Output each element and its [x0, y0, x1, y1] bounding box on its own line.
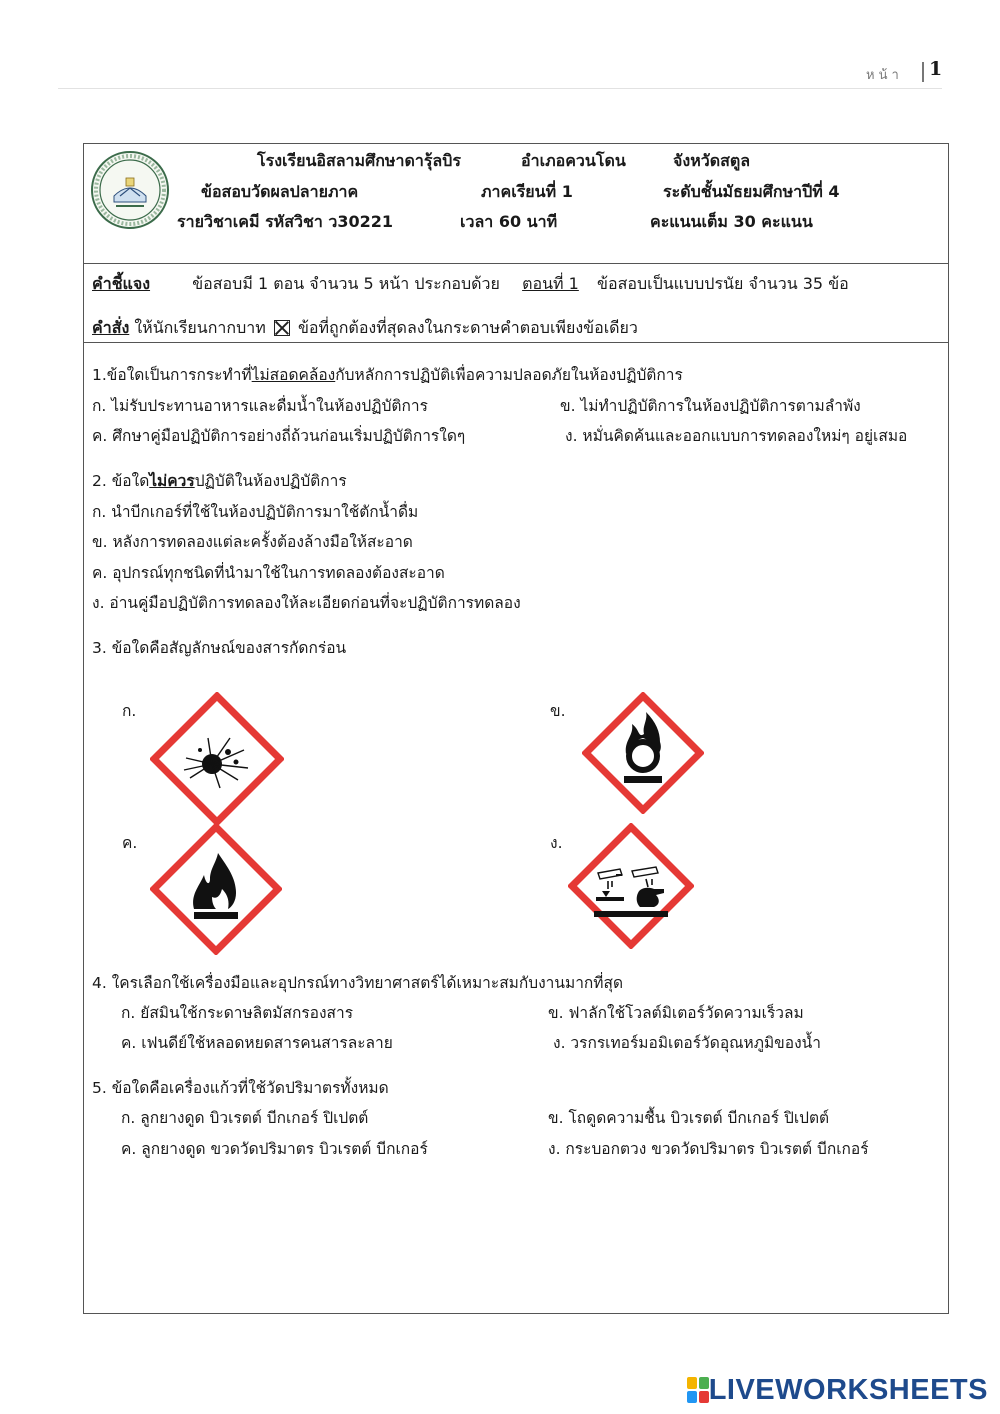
question-2-stem: [92, 471, 347, 491]
question-1-stem-end: กับหลักการปฏิบัติเพื่อความปลอดภัยในห้องปฏิบัติการ: [335, 366, 683, 384]
part-description: ข้อสอบเป็นแบบปรนัย จำนวน 35 ข้อ: [597, 274, 849, 293]
question-2-choice-c[interactable]: ค. อุปกรณ์ทุกชนิดที่นำมาใช้ในการทดลองต้องสะอาด: [92, 564, 445, 582]
part-label: ตอนที่ 1: [522, 274, 579, 293]
question-2-choice-d[interactable]: ง. อ่านคู่มือปฏิบัติการทดลองให้ละเอียดก่อนที่จะปฏิบัติการทดลอง: [92, 594, 521, 612]
explanation-text: ข้อสอบมี 1 ตอน จำนวน 5 หน้า ประกอบด้วย: [192, 274, 500, 293]
question-1-stem-start: 1.ข้อใดเป็นการกระทำที่: [92, 366, 252, 384]
question-4-choice-a[interactable]: ก. ยัสมินใช้กระดาษลิตมัสกรองสาร: [121, 1004, 354, 1022]
crossed-box-icon: [274, 320, 290, 336]
province-name: จังหวัดสตูล: [673, 151, 751, 170]
question-5-choice-c[interactable]: ค. ลูกยางดูด ขวดวัดปริมาตร บิวเรตต์ บีกเกอร์: [121, 1140, 428, 1158]
question-5-stem: 5. ข้อใดคือเครื่องแก้วที่ใช้วัดปริมาตรทั้งหมด: [92, 1079, 389, 1097]
command-label: คำสั่ง: [92, 318, 130, 337]
question-1-choice-d[interactable]: ง. หมั่นคิดค้นและออกแบบการทดลองใหม่ๆ อยู่เสมอ: [565, 427, 908, 445]
question-4-choice-b[interactable]: ข. ฟาลักใช้โวลต์มิเตอร์วัดความเร็วลม: [548, 1004, 804, 1022]
explanation-label: คำชี้แจง: [92, 274, 151, 293]
command-line: [92, 317, 638, 339]
school-seal-logo: [90, 150, 170, 230]
header-rule: [58, 88, 942, 89]
question-3-stem: 3. ข้อใดคือสัญลักษณ์ของสารกัดกร่อน: [92, 639, 347, 657]
question-4-stem: 4. ใครเลือกใช้เครื่องมือและอุปกรณ์ทางวิทยาศาสตร์ได้เหมาะสมกับงานมากที่สุด: [92, 974, 624, 992]
subject-code: รายวิชาเคมี รหัสวิชา ว30221: [177, 212, 394, 231]
grade-level: ระดับชั้นมัธยมศึกษาปีที่ 4: [663, 182, 840, 201]
question-5-choice-a[interactable]: ก. ลูกยางดูด บิวเรตต์ บีกเกอร์ ปิเปตต์: [121, 1109, 369, 1127]
question-3-choice-b-label[interactable]: ข.: [550, 702, 566, 720]
liveworksheets-brand: [687, 1374, 988, 1406]
page-header-label: หน้า: [866, 68, 903, 83]
page-number-divider: [922, 62, 924, 82]
question-3-choice-a-label[interactable]: ก.: [122, 702, 137, 720]
question-1-choice-a[interactable]: ก. ไม่รับประทานอาหารและดื่มน้ำในห้องปฏิบัติการ: [92, 397, 428, 415]
command-text-continued: ข้อที่ถูกต้องที่สุดลงในกระดาษคำตอบเพียงข้อเดียว: [297, 318, 638, 337]
question-1-stem: [92, 365, 683, 385]
corrosive-pictogram-icon[interactable]: [568, 823, 694, 949]
question-2-choice-b[interactable]: ข. หลังการทดลองแต่ละครั้งต้องล้างมือให้สะอาด: [92, 533, 413, 551]
question-2-choice-a[interactable]: ก. นำบีกเกอร์ที่ใช้ในห้องปฏิบัติการมาใช้ตักน้ำดื่ม: [92, 503, 419, 521]
question-1-emphasis: ไม่สอดคล้อง: [251, 366, 336, 384]
page-number: 1: [929, 58, 943, 80]
question-5-choice-d[interactable]: ง. กระบอกตวง ขวดวัดปริมาตร บิวเรตต์ บีกเกอร์: [548, 1140, 869, 1158]
oxidizer-pictogram-icon[interactable]: [582, 692, 704, 814]
explosive-pictogram-icon[interactable]: [150, 692, 284, 826]
school-name: โรงเรียนอิสลามศึกษาดารุ้ลบิร: [257, 151, 461, 170]
question-2-emphasis: ไม่ควร: [149, 472, 195, 490]
exam-time: เวลา 60 นาที: [460, 212, 558, 231]
exam-name: ข้อสอบวัดผลปลายภาค: [201, 182, 359, 201]
question-2-stem-start: 2. ข้อใด: [92, 472, 150, 490]
question-3-choice-c-label[interactable]: ค.: [122, 834, 138, 852]
flammable-pictogram-icon[interactable]: [150, 823, 282, 955]
district-name: อำเภอควนโดน: [521, 151, 626, 170]
question-4-choice-d[interactable]: ง. วรกรเทอร์มอมิเตอร์วัดอุณหภูมิของน้ำ: [553, 1034, 821, 1052]
explanation-line: [92, 273, 938, 295]
question-2-stem-end: ปฏิบัติในห้องปฏิบัติการ: [194, 472, 347, 490]
header-divider: [83, 263, 949, 264]
instructions-divider: [83, 342, 949, 343]
command-text: ให้นักเรียนกากบาท: [134, 318, 266, 337]
full-score: คะแนนเต็ม 30 คะแนน: [650, 212, 813, 231]
liveworksheets-logo-icon: [687, 1377, 709, 1403]
liveworksheets-wordmark: LIVEWORKSHEETS: [708, 1374, 988, 1406]
question-3-choice-d-label[interactable]: ง.: [550, 834, 563, 852]
question-4-choice-c[interactable]: ค. เฟนดีย์ใช้หลอดหยดสารคนสารละลาย: [121, 1034, 393, 1052]
question-1-choice-c[interactable]: ค. ศึกษาคู่มือปฏิบัติการอย่างถี่ถ้วนก่อนเริ่มปฏิบัติการใดๆ: [92, 427, 466, 445]
semester: ภาคเรียนที่ 1: [481, 182, 573, 201]
question-5-choice-b[interactable]: ข. โถดูดความชื้น บิวเรตต์ บีกเกอร์ ปิเปตต์: [548, 1109, 830, 1127]
question-1-choice-b[interactable]: ข. ไม่ทำปฏิบัติการในห้องปฏิบัติการตามลำพัง: [560, 397, 861, 415]
